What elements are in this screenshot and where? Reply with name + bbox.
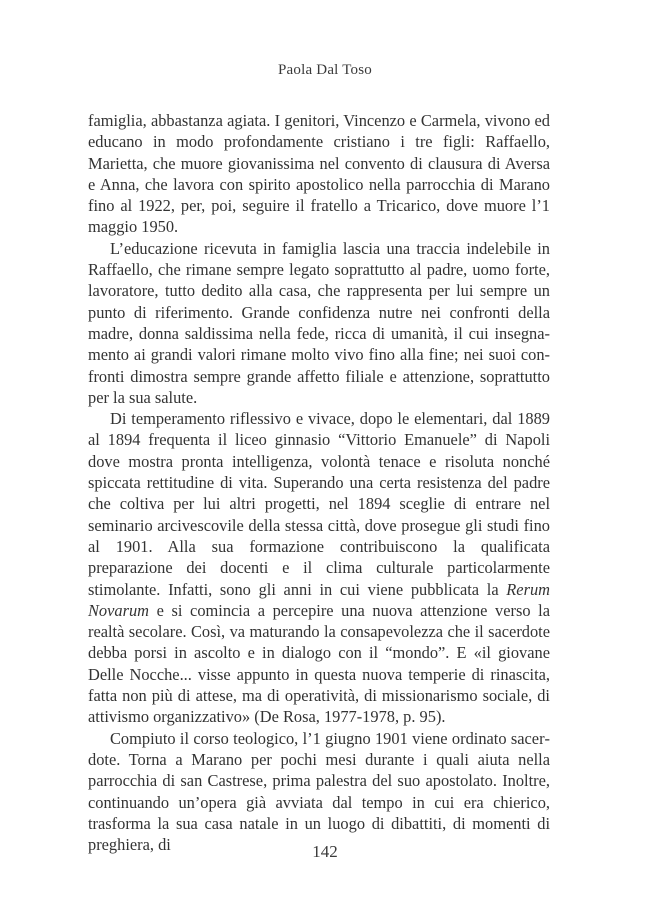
paragraph-2: L’educazione ricevuta in famiglia lascia una traccia indelebile in Raffaello, che rimane sempre legato soprattutto al padre, uomo forte, lavoratore, tutto dedito alla casa, che rappresenta per lui sempre un punto di riferimento. Grande confidenza nutre nei confronti della madre, donna saldissima nella fede, ricca di umanità, il cui insegnamento ai grandi valori rimane molto vivo fino alla fine; nei suoi confronti dimostra sempre grande affetto filiale e attenzione, soprattutto per la sua salute. [88, 238, 550, 407]
paragraph-3-text-after: e si comincia a percepire una nuova attenzione verso la realtà secolare. Così, va maturando la consapevolezza che il sacerdote debba porsi in ascolto e in dialogo con il “mondo”. E «il giovane Delle Nocche... visse appunto in questa nuova temperie di rinascita, fatta non più di attese, ma di operatività, di missionarismo sociale, di attivismo organizzativo» (De Rosa, 1977-1978, p. 95). [88, 600, 550, 727]
paragraph-3-text-before: Di temperamento riflessivo e vivace, dopo le elementari, dal 1889 al 1894 frequenta il liceo ginnasio “Vittorio Emanuele” di Napoli dove mostra pronta intelligenza, volontà tenace e risoluta nonché spiccata rettitudine di vita. Superando una certa resistenza del padre che coltiva per lui altri progetti, nel 1894 sceglie di entrare nel seminario arcivescovile della stessa città, dove prosegue gli studi fino al 1901. Alla sua formazione contribuiscono la qualificata preparazione dei docenti e il clima culturale particolarmente stimolante. Infatti, sono gli anni in cui viene pubblicata la [88, 409, 550, 599]
page-number: 142 [312, 842, 338, 861]
paragraph-1: famiglia, abbastanza agiata. I genitori, Vincenzo e Carmela, vivono ed educano in modo profondamente cristiano i tre figli: Raffaello, Marietta, che muore giovanissima nel convento di clausura di Aversa e Anna, che lavora con spirito apostolico nella parrocchia di Marano fino al 1922, per, poi, seguire il fratello a Tricarico, dove muore l’1 maggio 1950. [88, 111, 550, 237]
paragraph-3 [88, 408, 550, 727]
paragraph-4: Compiuto il corso teologico, l’1 giugno 1901 viene ordinato sacerdote. Torna a Marano per pochi mesi durante i quali aiuta nella parrocchia di san Castrese, prima palestra del suo apostolato. Inoltre, continuando un’opera già avviata dal tempo in cui era chierico, trasforma la sua casa natale in un luogo di dibattiti, di momenti di preghiera, di [88, 728, 550, 855]
running-head: Paola Dal Toso [278, 62, 372, 78]
body-text [88, 110, 550, 855]
paragraph-3-italic-title: Rerum Novarum [88, 579, 550, 620]
